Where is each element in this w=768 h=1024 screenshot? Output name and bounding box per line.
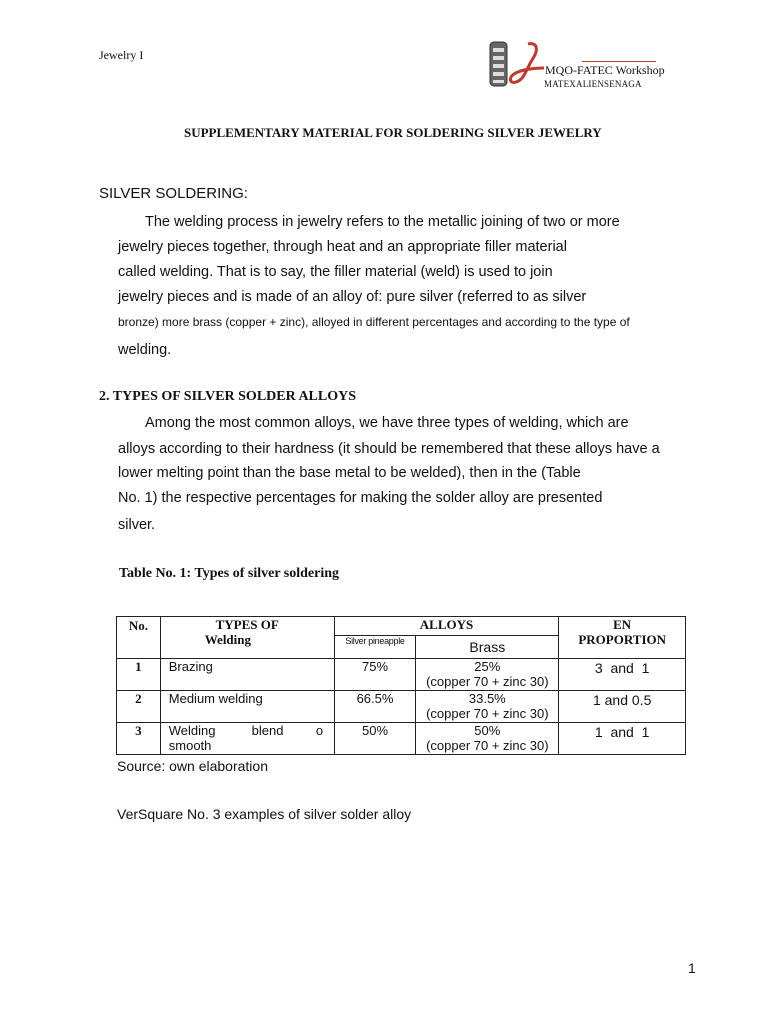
row-brass [416, 691, 559, 723]
row-brass-note: (copper 70 + zinc 30) [426, 738, 549, 753]
row-number: 2 [117, 691, 161, 723]
section-heading: 2. TYPES OF SILVER SOLDER ALLOYS [99, 389, 357, 404]
row-proportion: 1 and 0.5 [559, 691, 686, 723]
row-brass [416, 659, 559, 691]
row-brass-value: 50% [474, 723, 501, 738]
table-row [117, 659, 686, 691]
row-brass-value: 25% [474, 659, 501, 674]
logo-rule [582, 61, 656, 62]
paragraph-line: No. 1) the respective percentages for making the solder alloy are presented [118, 490, 603, 506]
logo-title: MQO-FATEC Workshop [545, 63, 665, 77]
alloy-table [116, 616, 686, 755]
document-title: SUPPLEMENTARY MATERIAL FOR SOLDERING SILVER JEWELRY [184, 125, 602, 140]
col-header-types [160, 617, 334, 659]
row-number: 1 [117, 659, 161, 691]
row-silver: 75% [334, 659, 416, 691]
row-brass-value: 33.5% [468, 691, 506, 706]
paragraph-line: silver. [118, 517, 156, 533]
paragraph-line: lower melting point than the base metal to be welded), then in the (Table [118, 465, 581, 481]
row-type-line2: smooth [168, 738, 212, 753]
table-source: Source: own elaboration [117, 758, 268, 774]
table-row [117, 691, 686, 723]
col-header-proportion-line2: PROPORTION [578, 632, 666, 647]
paragraph-line: The welding process in jewelry refers to the metallic joining of two or more [145, 214, 620, 230]
row-brass [416, 723, 559, 755]
row-proportion: 3 and 1 [559, 659, 686, 691]
ring-icon [490, 42, 507, 86]
row-proportion: 1 and 1 [559, 723, 686, 755]
row-type: Brazing [160, 659, 334, 691]
col-header-brass: Brass [416, 635, 559, 658]
table-caption: Table No. 1: Types of silver soldering [119, 566, 340, 581]
running-header: Jewelry I [99, 48, 144, 62]
section-heading: SILVER SOLDERING: [99, 185, 248, 202]
paragraph-line: bronze) more brass (copper + zinc), alloyed in different percentages and according to the type of [118, 315, 630, 329]
paragraph-line: Among the most common alloys, we have three types of welding, which are [145, 415, 629, 431]
col-header-types-line1: TYPES OF [215, 617, 279, 632]
col-header-types-line2: Welding [204, 632, 252, 647]
paragraph-line: called welding. That is to say, the filler material (weld) is used to join [118, 264, 553, 280]
page-number: 1 [688, 960, 696, 976]
col-header-proportion-line1: EN [613, 617, 632, 632]
row-brass-note: (copper 70 + zinc 30) [426, 674, 549, 689]
row-type: Medium welding [160, 691, 334, 723]
figure-caption: VerSquare No. 3 examples of silver solder alloy [117, 806, 412, 822]
script-j-icon [510, 44, 544, 83]
paragraph-line: jewelry pieces and is made of an alloy of: pure silver (referred to as silver [118, 289, 587, 305]
row-type-line1: Welding blend o [168, 723, 324, 738]
row-silver: 66.5% [334, 691, 416, 723]
paragraph-line: jewelry pieces together, through heat and an appropriate filler material [118, 239, 567, 255]
paragraph-line: welding. [118, 342, 172, 358]
row-type [160, 723, 334, 755]
row-silver: 50% [334, 723, 416, 755]
col-header-proportion [559, 617, 686, 659]
row-brass-note: (copper 70 + zinc 30) [426, 706, 549, 721]
col-header-silver: Silver pineapple [334, 635, 416, 658]
logo-subtitle: MATEXALIENSENAGA [544, 79, 642, 89]
col-header-alloys: ALLOYS [334, 617, 559, 636]
paragraph-line: alloys according to their hardness (it should be remembered that these alloys have a [118, 441, 660, 457]
row-number: 3 [117, 723, 161, 755]
col-header-no: No. [117, 617, 161, 659]
table-row [117, 723, 686, 755]
